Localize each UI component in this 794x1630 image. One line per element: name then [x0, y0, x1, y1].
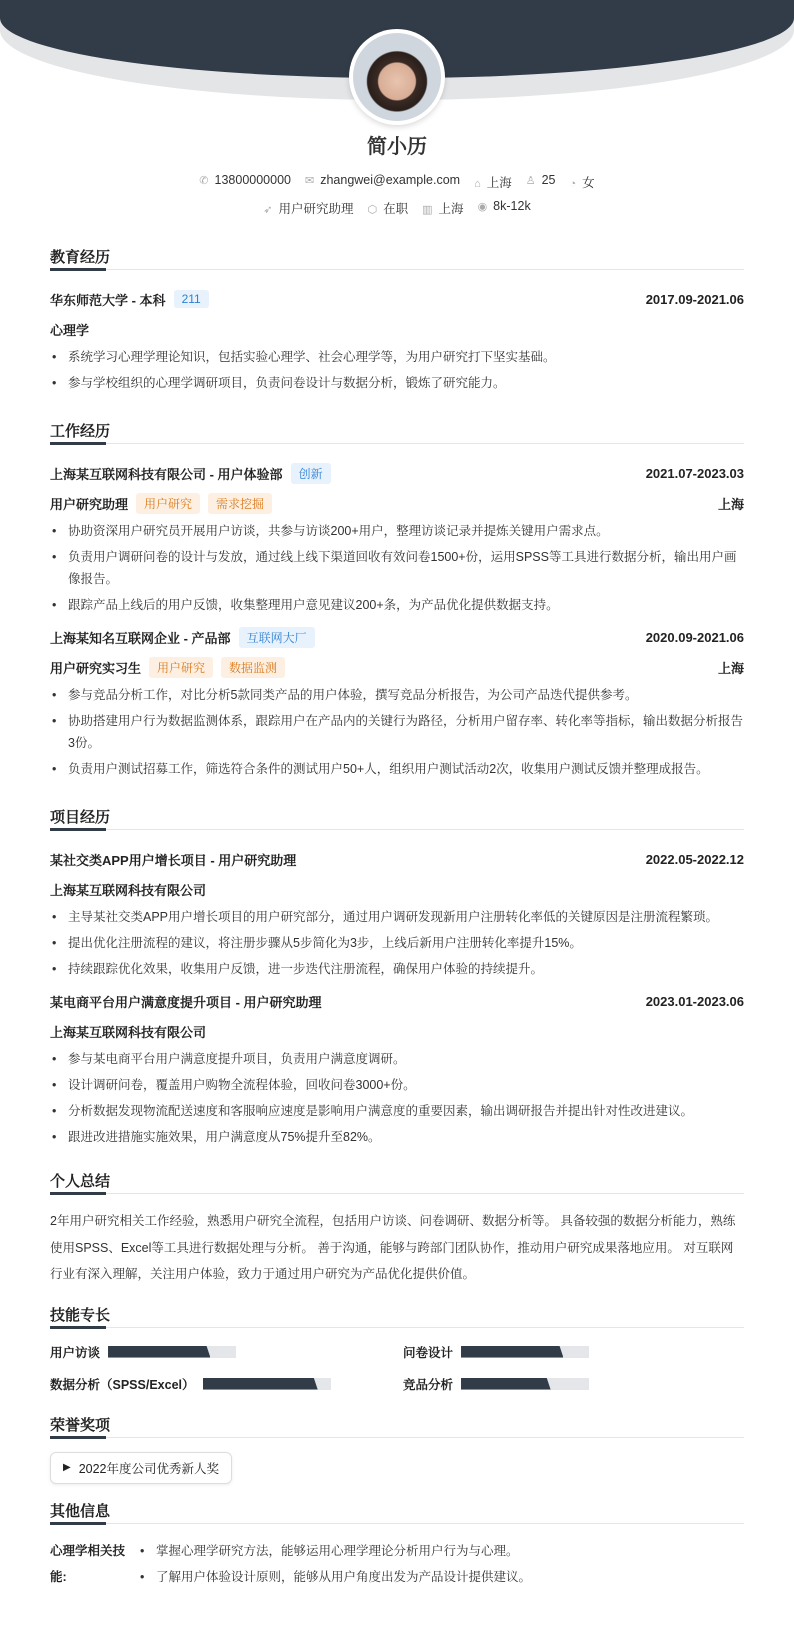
skill-item — [50, 1342, 403, 1362]
work-header — [50, 458, 744, 488]
project-header — [50, 986, 744, 1016]
list-item: • 分析数据发现物流配送速度和客服响应速度是影响用户满意度的重要因素，输出调研报告并提出针对性改进建议。 — [50, 1100, 744, 1122]
education-header — [50, 284, 744, 314]
send-icon: ➶ — [263, 204, 273, 216]
list-item: • 参与某电商平台用户满意度提升项目，负责用户满意度调研。 — [50, 1048, 744, 1070]
company: 上海某互联网科技有限公司 - 用户体验部 — [50, 466, 283, 482]
age-icon: ♙ — [525, 175, 536, 187]
section-skills: 技能专长 — [50, 1304, 744, 1328]
company: 上海某知名互联网企业 - 产品部 — [50, 630, 231, 646]
list-item: • 跟进改进措施实施效果，用户满意度从75%提升至82%。 — [50, 1126, 744, 1148]
skill-tag: 需求挖掘 — [208, 493, 272, 514]
project-company: 上海某互联网科技有限公司 — [50, 882, 207, 898]
skill-bar-fill — [461, 1378, 551, 1390]
project-header — [50, 844, 744, 874]
date: 2021.07-2023.03 — [645, 465, 744, 481]
phone: 13800000000 — [214, 173, 291, 187]
list-item: • 负责用户测试招募工作，筛选符合条件的测试用户50+人，组织用户测试活动2次，收集用户测试反馈并整理成报告。 — [50, 758, 744, 780]
age: 25 — [541, 173, 556, 187]
email: zhangwei@example.com — [320, 173, 461, 187]
skill-name: 竞品分析 — [403, 1377, 454, 1392]
list-item: • 协助搭建用户行为数据监测体系，跟踪用户在产品内的关键行为路径，分析用户留存率、转化率等指标，输出数据分析报告3份。 — [50, 710, 744, 754]
skill-name: 数据分析（SPSS/Excel） — [50, 1377, 195, 1392]
avatar-photo — [353, 33, 441, 121]
skill-bar — [461, 1346, 589, 1358]
section-projects: 项目经历 — [50, 806, 744, 830]
skill-bar-fill — [461, 1346, 563, 1358]
phone-icon: ✆ — [199, 175, 209, 187]
skill-item — [403, 1374, 743, 1394]
role: 用户研究实习生 — [50, 660, 142, 676]
contact-row — [0, 173, 794, 191]
list-item: • 掌握心理学研究方法，能够运用心理学理论分析用户行为与心理。 — [138, 1540, 744, 1562]
triangle-icon: ▶ — [63, 1462, 71, 1473]
job-target: 用户研究助理 — [278, 202, 354, 216]
skill-bar — [461, 1378, 589, 1390]
date: 2022.05-2022.12 — [645, 851, 744, 867]
city: 上海 — [717, 496, 744, 512]
skill-bar-fill — [108, 1346, 210, 1358]
skill-tag: 用户研究 — [136, 493, 200, 514]
resume-body — [50, 246, 744, 1592]
skill-bar — [203, 1378, 331, 1390]
avatar — [349, 29, 445, 125]
date: 2020.09-2021.06 — [645, 629, 744, 645]
role: 用户研究助理 — [50, 496, 129, 512]
work-header — [50, 622, 744, 652]
list-item: • 负责用户调研问卷的设计与发放，通过线上线下渠道回收有效问卷1500+份，运用SPSS等工具进行数据分析，输出用户画像报告。 — [50, 546, 744, 590]
other-info — [50, 1538, 744, 1592]
project-title: 某电商平台用户满意度提升项目 - 用户研究助理 — [50, 994, 322, 1010]
summary-text: 2年用户研究相关工作经验，熟悉用户研究全流程，包括用户访谈、问卷调研、数据分析等。 具备较强的数据分析能力，熟练使用SPSS、Excel等工具进行数据处理与分析。 善于沟通，能够与跨部门团队协作，推动用户研究成果落地应用。 对互联网行业有深入理解，关注用户体验，致力于通过用户研究为产品优化提供价值。 — [50, 1214, 736, 1281]
list-item: • 协助资深用户研究员开展用户访谈，共参与访谈200+用户，整理访谈记录并提炼关键用户需求点。 — [50, 520, 744, 542]
company-tag: 创新 — [291, 463, 331, 484]
section-work: 工作经历 — [50, 420, 744, 444]
skills-grid — [50, 1342, 744, 1394]
list-item: • 提出优化注册流程的建议，将注册步骤从5步简化为3步，上线后新用户注册转化率提升15%。 — [50, 932, 744, 954]
date: 2023.01-2023.06 — [645, 993, 744, 1009]
skill-name: 问卷设计 — [403, 1345, 454, 1360]
school-tag: 211 — [174, 290, 209, 308]
candidate-name: 简小历 — [367, 136, 427, 158]
skill-bar-fill — [203, 1378, 318, 1390]
gender-icon: ◔ — [569, 178, 577, 190]
status-icon: ⬡ — [367, 204, 378, 216]
home-icon: ⌂ — [474, 178, 481, 190]
role-row — [50, 652, 744, 682]
target-city: 上海 — [438, 202, 464, 216]
company-tag: 互联网大厂 — [239, 627, 315, 648]
section-other: 其他信息 — [50, 1500, 744, 1524]
list-item: • 设计调研问卷，覆盖用户购物全流程体验，回收问卷3000+份。 — [50, 1074, 744, 1096]
skill-tag: 数据监测 — [221, 657, 285, 678]
date: 2017.09-2021.06 — [645, 291, 744, 307]
major: 心理学 — [50, 322, 90, 338]
section-summary: 个人总结 — [50, 1170, 744, 1194]
skill-item — [403, 1342, 743, 1362]
skill-name: 用户访谈 — [50, 1345, 101, 1360]
job-status: 在职 — [383, 202, 409, 216]
list-item: • 持续跟踪优化效果，收集用户反馈，进一步迭代注册流程，确保用户体验的持续提升。 — [50, 958, 744, 980]
list-item: • 参与竞品分析工作，对比分析5款同类产品的用户体验，撰写竞品分析报告，为公司产品迭代提供参考。 — [50, 684, 744, 706]
list-item: • 系统学习心理学理论知识，包括实验心理学、社会心理学等，为用户研究打下坚实基础。 — [50, 346, 744, 368]
building-icon: ▥ — [422, 204, 433, 216]
award-label: 2022年度公司优秀新人奖 — [78, 1461, 220, 1476]
salary: 8k-12k — [493, 199, 531, 213]
other-label: 心理学相关技能: — [50, 1543, 126, 1584]
list-item: • 主导某社交类APP用户增长项目的用户研究部分，通过用户调研发现新用户注册转化率低的关键原因是注册流程繁琐。 — [50, 906, 744, 928]
skill-tag: 用户研究 — [149, 657, 213, 678]
award-item — [50, 1452, 232, 1484]
project-title: 某社交类APP用户增长项目 - 用户研究助理 — [50, 852, 297, 868]
city: 上海 — [717, 660, 744, 676]
school: 华东师范大学 - 本科 — [50, 292, 166, 308]
location: 上海 — [486, 176, 512, 190]
project-company: 上海某互联网科技有限公司 — [50, 1024, 207, 1040]
skill-bar — [108, 1346, 236, 1358]
list-item: • 了解用户体验设计原则，能够从用户角度出发为产品设计提供建议。 — [138, 1566, 744, 1588]
list-item: • 参与学校组织的心理学调研项目，负责问卷设计与数据分析，锻炼了研究能力。 — [50, 372, 744, 394]
salary-icon: ◉ — [477, 201, 488, 213]
section-awards: 荣誉奖项 — [50, 1414, 744, 1438]
gender: 女 — [582, 176, 595, 190]
job-intent-row — [0, 199, 794, 217]
list-item: • 跟踪产品上线后的用户反馈，收集整理用户意见建议200+条，为产品优化提供数据支持。 — [50, 594, 744, 616]
role-row — [50, 488, 744, 518]
section-education: 教育经历 — [50, 246, 744, 270]
mail-icon: ✉ — [305, 175, 315, 187]
skill-item — [50, 1374, 403, 1394]
